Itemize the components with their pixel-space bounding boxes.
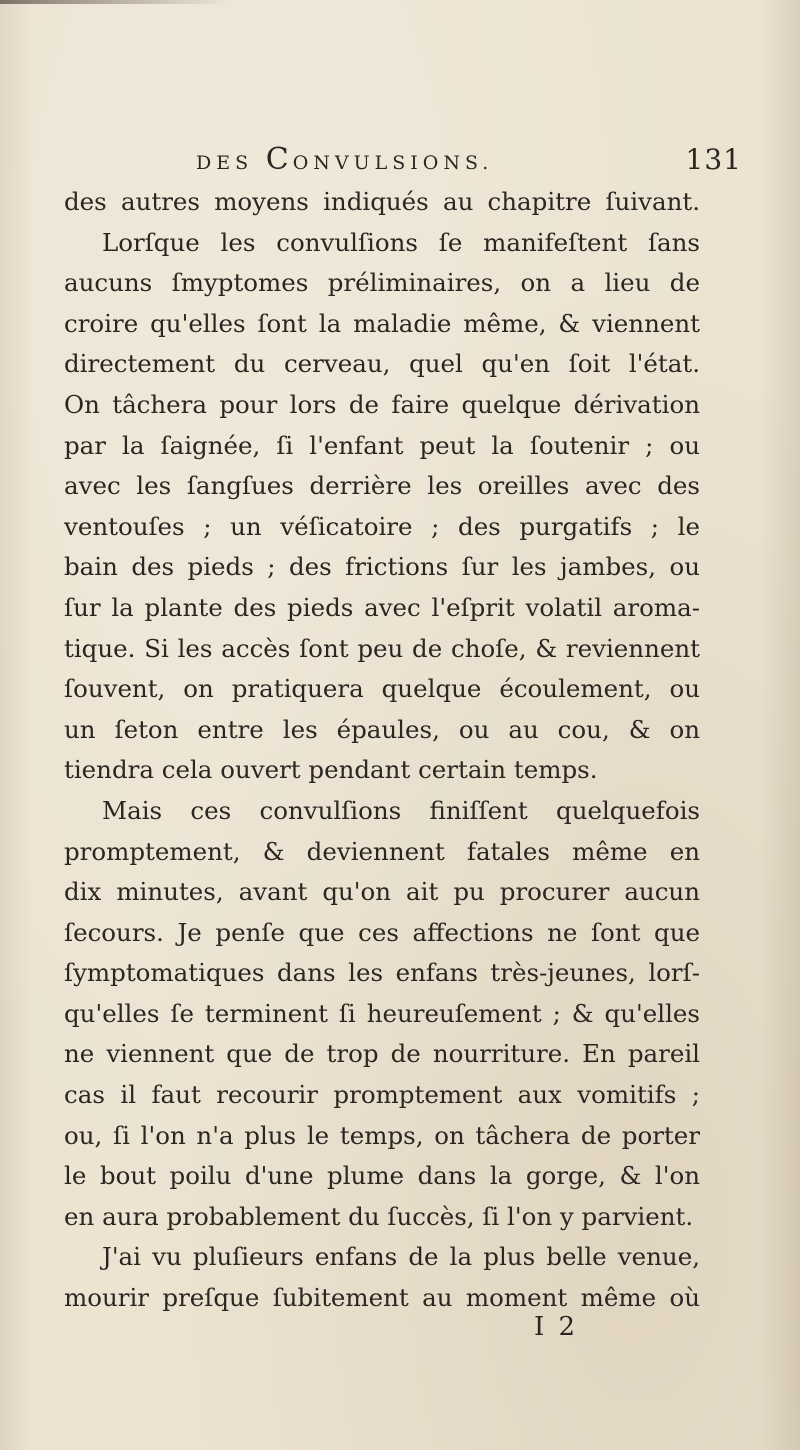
signature-mark: I 2 [534, 1312, 579, 1342]
text-line: dix minutes, avant qu'on ait pu procurer aucun [64, 877, 700, 907]
text-line: bain des pieds ; des frictions ſur les jambes, ou [64, 552, 700, 582]
text-line: ou, ſi l'on n'a plus le temps, on tâchera de porter [64, 1120, 700, 1150]
text-line: cas il faut recourir promptement aux vomitifs ; [64, 1080, 700, 1110]
page-edge-shadow [0, 0, 230, 4]
text-line: mourir preſque ſubitement au moment même où [64, 1283, 700, 1313]
text-line: un ſeton entre les épaules, ou au cou, & on [64, 714, 700, 744]
text-line: ſouvent, on pratiquera quelque écoulement, ou [64, 674, 700, 704]
text-line: ſecours. Je penſe que ces affections ne ſont que [64, 917, 700, 947]
running-head-title: ONVULSIONS. [292, 152, 494, 174]
text-line: croire qu'elles ſont la maladie même, & viennent [64, 308, 700, 338]
text-line: le bout poilu d'une plume dans la gorge, & l'on [64, 1161, 700, 1191]
running-head-initial: C [265, 142, 293, 177]
text-line: des autres moyens indiqués au chapitre ſuivant. [64, 187, 700, 216]
running-head-prefix: DES [196, 152, 254, 174]
body-text [64, 182, 700, 1319]
page-number: 131 [685, 143, 742, 176]
text-line: qu'elles ſe terminent ſi heureuſement ; & qu'elles [64, 998, 700, 1028]
text-line: Mais ces convulſions finiſſent quelquefois [102, 795, 700, 825]
text-line: avec les ſangſues derrière les oreilles avec des [64, 471, 700, 501]
text-line: ſymptomatiques dans les enfans très-jeunes, lorſ- [64, 958, 700, 988]
text-line: ventouſes ; un véſicatoire ; des purgatifs ; le [64, 511, 700, 541]
text-line: promptement, & deviennent fatales même en [64, 836, 700, 866]
running-head [196, 140, 616, 183]
text-line: tique. Si les accès ſont peu de choſe, & reviennent [64, 633, 700, 663]
text-line: en aura probablement du ſuccès, ſi l'on y parvient. [64, 1201, 694, 1231]
text-line: tiendra cela ouvert pendant certain temps. [64, 755, 598, 785]
text-line: directement du cerveau, quel qu'en ſoit l'état. [64, 349, 700, 379]
text-line: par la ſaignée, ſi l'enfant peut la ſoutenir ; ou [64, 430, 700, 460]
text-line: aucuns ſmyptomes préliminaires, on a lieu de [64, 268, 700, 298]
text-line: Lorſque les convulſions ſe manifeſtent ſans [102, 227, 700, 257]
text-line: ſur la plante des pieds avec l'eſprit volatil aroma- [64, 592, 700, 622]
text-line: ne viennent que de trop de nourriture. En pareil [64, 1039, 700, 1069]
text-line: On tâchera pour lors de faire quelque dérivation [64, 389, 700, 419]
text-line: J'ai vu pluſieurs enfans de la plus belle venue, [102, 1242, 700, 1272]
